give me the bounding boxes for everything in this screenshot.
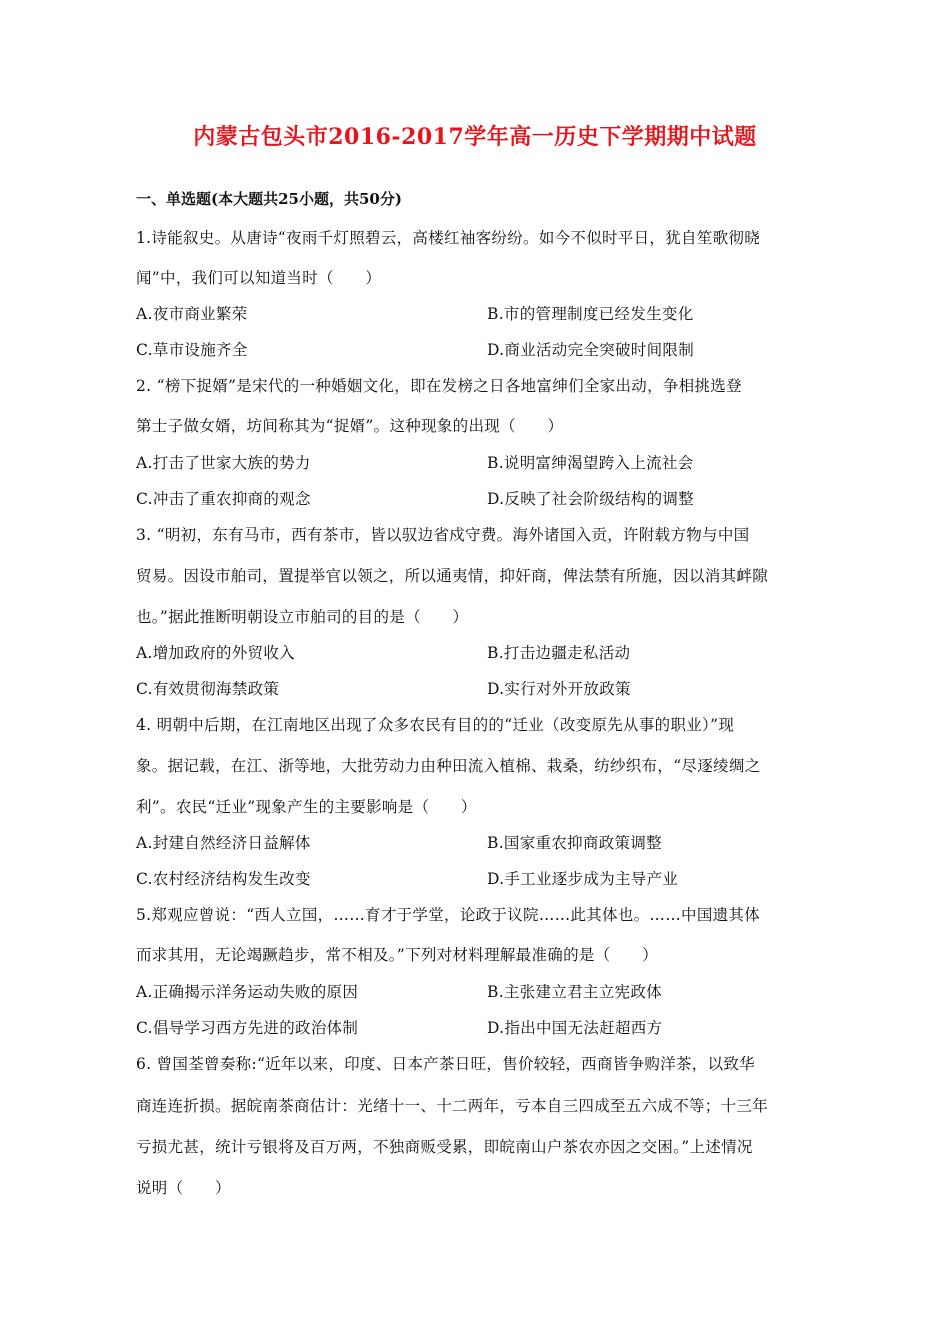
question-2-line-1: 2. “榜下捉婿”是宋代的一种婚姻文化，即在发榜之日各地富绅们全家出动，争相挑选登 [136,377,742,395]
question-5-line-1: 5.郑观应曾说：“西人立国，……育才于学堂，论政于议院……此其体也。……中国遗其体 [136,906,761,924]
question-3-option-c: C.有效贯彻海禁政策 [136,680,280,698]
question-4-option-d: D.手工业逐步成为主导产业 [487,870,679,888]
question-2-line-2: 第士子做女婿，坊间称其为“捉婿”。这种现象的出现（ ） [136,417,564,435]
question-5-option-a: A.正确揭示洋务运动失败的原因 [136,983,359,1001]
question-1-option-b: B.市的管理制度已经发生变化 [487,305,694,323]
question-6-line-4: 说明（ ） [136,1179,231,1197]
question-3-option-a: A.增加政府的外贸收入 [136,644,295,662]
question-3-line-1: 3. “明初，东有马市，西有茶市，皆以驭边省戍守费。海外诸国入贡，许附载方物与中国 [136,526,750,544]
question-4-line-1: 4. 明朝中后期，在江南地区出现了众多农民有目的的“迁业（改变原先从事的职业）”现 [136,716,735,734]
question-2-option-d: D.反映了社会阶级结构的调整 [487,490,695,508]
question-1-line-2: 闻”中，我们可以知道当时（ ） [136,269,382,287]
question-6-line-2: 商连连折损。据皖南茶商估计：光绪十一、十二两年，亏本自三四成至五六成不等；十三年 [136,1097,769,1115]
page-title: 内蒙古包头市2016-2017学年高一历史下学期期中试题 [193,124,757,150]
question-4-option-c: C.农村经济结构发生改变 [136,870,311,888]
question-1-line-1: 1.诗能叙史。从唐诗“夜雨千灯照碧云，高楼红袖客纷纷。如今不似时平日，犹自笙歌彻晓 [136,229,761,247]
question-4-option-a: A.封建自然经济日益解体 [136,834,311,852]
question-4-option-b: B.国家重农抑商政策调整 [487,834,662,852]
question-5-option-d: D.指出中国无法赶超西方 [487,1019,663,1037]
section-heading: 一、单选题(本大题共25小题，共50分) [136,190,402,208]
question-5-option-b: B.主张建立君主立宪政体 [487,983,662,1001]
question-3-line-2: 贸易。因设市舶司，置提举官以领之，所以通夷情，抑奸商，俾法禁有所施，因以消其衅隙 [136,567,769,585]
question-2-option-c: C.冲击了重农抑商的观念 [136,490,311,508]
question-2-option-a: A.打击了世家大族的势力 [136,454,311,472]
question-6-line-3: 亏损尤甚，统计亏银将及百万两，不独商贩受累，即皖南山户茶农亦因之交困。”上述情况 [136,1138,753,1156]
question-1-option-d: D.商业活动完全突破时间限制 [487,341,695,359]
question-1-option-c: C.草市设施齐全 [136,341,248,359]
question-2-option-b: B.说明富绅渴望跨入上流社会 [487,454,694,472]
question-6-line-1: 6. 曾国荃曾奏称:“近年以来，印度、日本产茶日旺，售价较轻，西商皆争购洋茶，以致华 [136,1055,755,1073]
question-1-option-a: A.夜市商业繁荣 [136,305,248,323]
question-3-line-3: 也。”据此推断明朝设立市舶司的目的是（ ） [136,608,469,626]
question-5-option-c: C.倡导学习西方先进的政治体制 [136,1019,359,1037]
question-3-option-d: D.实行对外开放政策 [487,680,631,698]
question-4-line-2: 象。据记载，在江、浙等地，大批劳动力由种田流入植棉、栽桑，纺纱织布，“尽逐绫绸之 [136,757,761,775]
question-5-line-2: 而求其用，无论竭蹶趋步，常不相及。”下列对材料理解最准确的是（ ） [136,946,658,964]
question-3-option-b: B.打击边疆走私活动 [487,644,631,662]
question-4-line-3: 利”。农民“迁业”现象产生的主要影响是（ ） [136,798,477,816]
